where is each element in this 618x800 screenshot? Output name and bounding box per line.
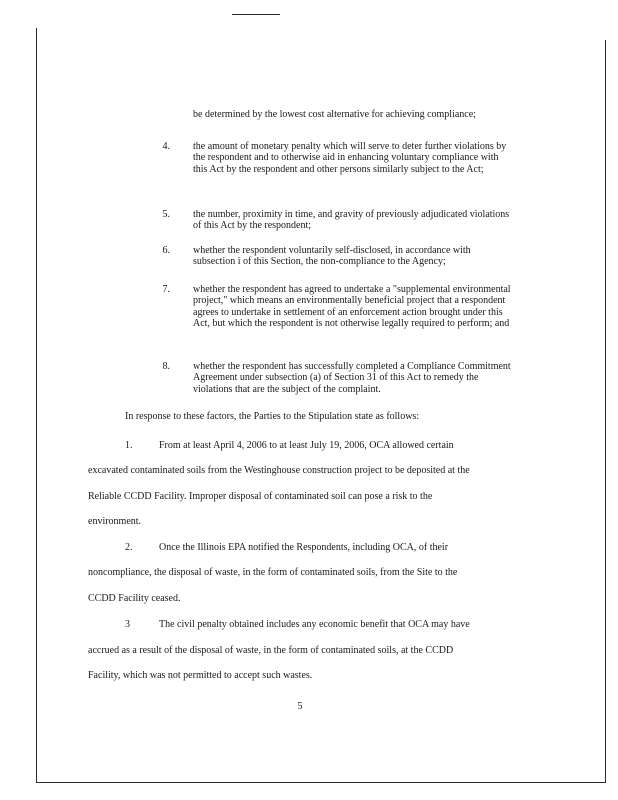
paragraph-number: 3 (125, 619, 130, 630)
list-number: 7. (162, 284, 170, 295)
paragraph-number: 1. (125, 440, 133, 451)
paragraph-line: noncompliance, the disposal of waste, in the form of contaminated soils, from the Site to the (88, 567, 458, 578)
scan-edge-right (605, 40, 606, 782)
page-number: 5 (297, 701, 303, 712)
intro-paragraph: In response to these factors, the Parties to the Stipulation state as follows: (125, 411, 420, 422)
list-text: whether the respondent voluntarily self-disclosed, in accordance with subsection i of this Section, the non-compliance to the Agency; (193, 245, 471, 268)
list-text: whether the respondent has agreed to undertake a "supplemental environmental project," which means an environmentally beneficial project that a respondent agrees to undertake in settlement of an enforcement action brought under this Act, but which the respondent is not otherwise legally required to perform; and (193, 284, 511, 329)
continuation-line: be determined by the lowest cost alternative for achieving compliance; (193, 109, 476, 120)
paragraph-line: From at least April 4, 2006 to at least July 19, 2006, OCA allowed certain (159, 440, 454, 451)
list-number: 4. (162, 141, 170, 152)
paragraph-line: environment. (88, 516, 142, 527)
scan-edge-bottom (36, 782, 606, 783)
list-text: the amount of monetary penalty which will serve to deter further violations by the respondent and to otherwise aid in enhancing voluntary compliance with this Act by the respondent and other persons similarly subject to the Act; (193, 141, 507, 175)
paragraph-line: CCDD Facility ceased. (88, 593, 181, 604)
list-number: 5. (162, 209, 170, 220)
paragraph-line: Once the Illinois EPA notified the Respondents, including OCA, of their (159, 542, 449, 553)
list-text: whether the respondent has successfully completed a Compliance Commitment Agreement under subsection (a) of Section 31 of this Act to remedy the violations that are the subject of the complaint. (193, 361, 511, 395)
paragraph-line: accrued as a result of the disposal of waste, in the form of contaminated soils, at the CCDD (88, 645, 454, 656)
scan-edge-left (36, 28, 37, 782)
paragraph-line: excavated contaminated soils from the Westinghouse construction project to be deposited at the (88, 465, 470, 476)
scan-edge-top (232, 14, 280, 15)
list-text: the number, proximity in time, and gravity of previously adjudicated violations of this Act by the respondent; (193, 209, 510, 232)
list-number: 6. (162, 245, 170, 256)
list-number: 8. (162, 361, 170, 372)
paragraph-line: The civil penalty obtained includes any economic benefit that OCA may have (159, 619, 470, 630)
paragraph-number: 2. (125, 542, 133, 553)
paragraph-line: Facility, which was not permitted to accept such wastes. (88, 670, 313, 681)
paragraph-line: Reliable CCDD Facility. Improper disposal of contaminated soil can pose a risk to the (88, 491, 433, 502)
